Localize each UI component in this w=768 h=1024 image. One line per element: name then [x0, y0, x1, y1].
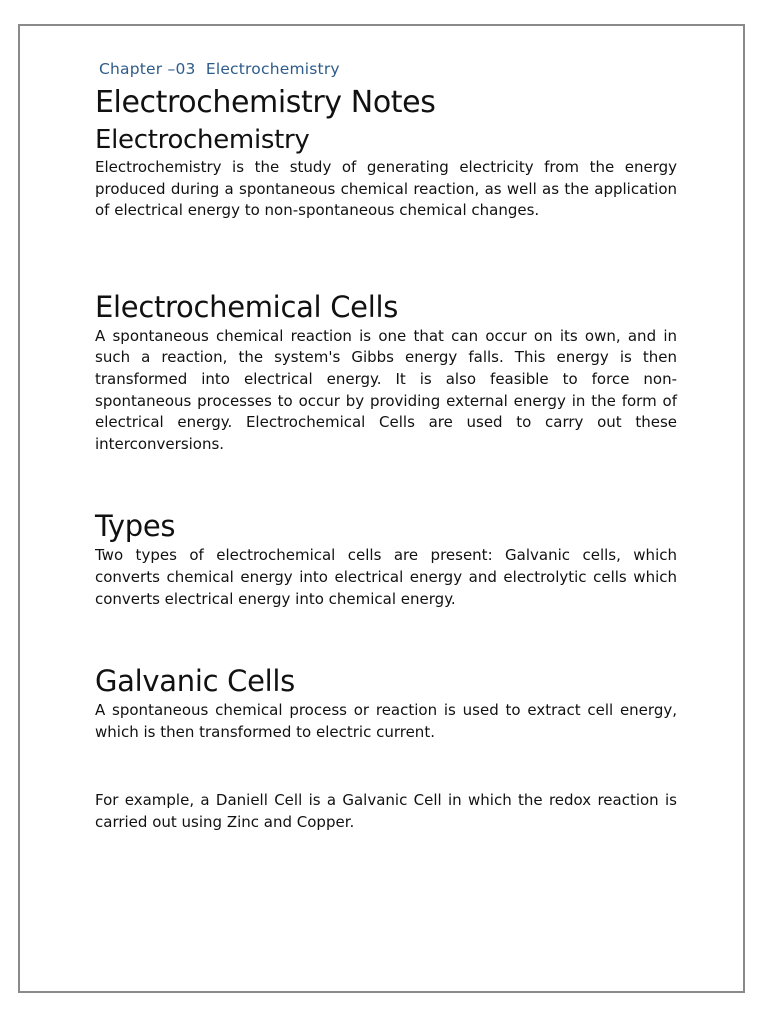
page-content — [95, 56, 677, 834]
paragraph-electrochemistry-definition: Electrochemistry is the study of generating electricity from the energy produced during a spontaneous chemical reaction, as well as the application of electrical energy to non-spontaneous chemical changes. — [95, 158, 677, 220]
paragraph-galvanic-cells: A spontaneous chemical process or reaction is used to extract cell energy, which is then transformed to electric current. — [95, 701, 677, 741]
section-heading-electrochemistry: Electrochemistry — [95, 125, 310, 155]
page-title: Electrochemistry Notes — [95, 85, 436, 120]
paragraph-electrochemical-cells: A spontaneous chemical reaction is one that can occur on its own, and in such a reaction, the system's Gibbs energy falls. This energy is then transformed into electrical energy. It is also feasible to force non-spontaneous processes to occur by providing external energy in the form of electrical energy. Electrochemical Cells are used to carry out these interconversions. — [95, 326, 677, 453]
section-heading-galvanic-cells: Galvanic Cells — [95, 664, 295, 699]
paragraph-types: Two types of electrochemical cells are present: Galvanic cells, which converts chemical energy into electrical energy and electrolytic cells which converts electrical energy into chemical energy. — [95, 546, 677, 608]
section-heading-types: Types — [95, 509, 176, 544]
section-heading-electrochemical-cells: Electrochemical Cells — [95, 289, 399, 324]
paragraph-daniell-cell-example: For example, a Daniell Cell is a Galvanic Cell in which the redox reaction is carried out using Zinc and Copper. — [95, 791, 677, 831]
chapter-header: Chapter –03 Electrochemistry — [99, 60, 340, 78]
document-page — [18, 24, 745, 993]
